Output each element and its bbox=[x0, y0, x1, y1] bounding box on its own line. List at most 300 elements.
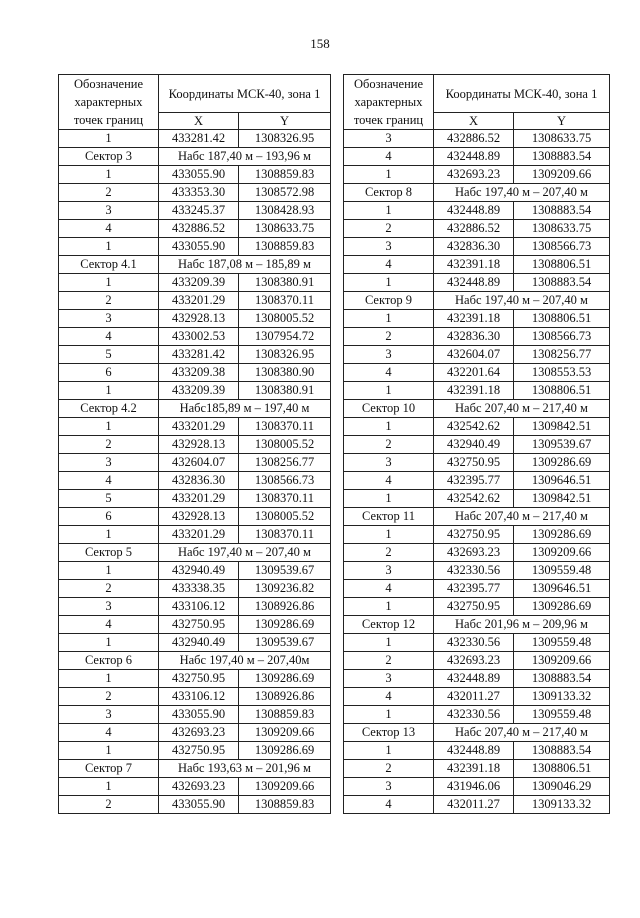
x-coordinate: 431946.06 bbox=[434, 778, 514, 796]
y-coordinate: 1309842.51 bbox=[514, 418, 610, 436]
y-coordinate: 1309046.29 bbox=[514, 778, 610, 796]
y-coordinate: 1308553.53 bbox=[514, 364, 610, 382]
sector-name: Сектор 6 bbox=[59, 652, 159, 670]
x-coordinate: 432693.23 bbox=[434, 544, 514, 562]
point-number: 2 bbox=[344, 760, 434, 778]
x-coordinate: 433353.30 bbox=[159, 184, 239, 202]
x-coordinate: 433055.90 bbox=[159, 706, 239, 724]
x-coordinate: 432836.30 bbox=[159, 472, 239, 490]
point-number: 1 bbox=[59, 382, 159, 400]
y-coordinate: 1308633.75 bbox=[514, 220, 610, 238]
sector-name: Сектор 9 bbox=[344, 292, 434, 310]
x-coordinate: 432836.30 bbox=[434, 328, 514, 346]
y-coordinate: 1309133.32 bbox=[514, 796, 610, 814]
sector-height-range: Набс 197,40 м – 207,40 м bbox=[434, 292, 610, 310]
sector-height-range: Набс 187,40 м – 193,96 м bbox=[159, 148, 331, 166]
point-row bbox=[59, 616, 331, 634]
point-number: 1 bbox=[344, 418, 434, 436]
x-coordinate: 432391.18 bbox=[434, 760, 514, 778]
x-coordinate: 432604.07 bbox=[159, 454, 239, 472]
point-number: 3 bbox=[59, 598, 159, 616]
x-coordinate: 432448.89 bbox=[434, 148, 514, 166]
point-row bbox=[344, 490, 610, 508]
sector-row bbox=[344, 508, 610, 526]
x-coordinate: 432750.95 bbox=[434, 454, 514, 472]
point-number: 2 bbox=[59, 796, 159, 814]
x-coordinate: 432448.89 bbox=[434, 670, 514, 688]
y-coordinate: 1308256.77 bbox=[514, 346, 610, 364]
x-coordinate: 433338.35 bbox=[159, 580, 239, 598]
y-coordinate: 1308380.91 bbox=[239, 382, 331, 400]
y-coordinate: 1308428.93 bbox=[239, 202, 331, 220]
x-coordinate: 432750.95 bbox=[159, 670, 239, 688]
y-header: Y bbox=[239, 113, 331, 130]
sector-height-range: Набс 197,40 м – 207,40м bbox=[159, 652, 331, 670]
sector-name: Сектор 11 bbox=[344, 508, 434, 526]
x-coordinate: 432940.49 bbox=[434, 436, 514, 454]
x-coordinate: 432750.95 bbox=[159, 616, 239, 634]
point-row bbox=[59, 490, 331, 508]
point-row bbox=[59, 436, 331, 454]
point-number: 2 bbox=[344, 652, 434, 670]
point-number: 1 bbox=[59, 634, 159, 652]
point-row bbox=[59, 724, 331, 742]
coordinates-header: Координаты МСК-40, зона 1 bbox=[434, 75, 610, 113]
point-number: 5 bbox=[59, 490, 159, 508]
point-row bbox=[344, 346, 610, 364]
point-number: 1 bbox=[344, 706, 434, 724]
point-row bbox=[344, 166, 610, 184]
y-coordinate: 1307954.72 bbox=[239, 328, 331, 346]
y-coordinate: 1308370.11 bbox=[239, 526, 331, 544]
y-coordinate: 1309539.67 bbox=[239, 634, 331, 652]
x-coordinate: 432330.56 bbox=[434, 634, 514, 652]
point-row bbox=[344, 256, 610, 274]
point-row bbox=[59, 166, 331, 184]
point-row bbox=[59, 778, 331, 796]
point-number: 1 bbox=[344, 310, 434, 328]
point-row bbox=[344, 454, 610, 472]
point-row bbox=[344, 544, 610, 562]
sector-name: Сектор 13 bbox=[344, 724, 434, 742]
sector-height-range: Набс185,89 м – 197,40 м bbox=[159, 400, 331, 418]
x-coordinate: 432693.23 bbox=[159, 778, 239, 796]
x-coordinate: 432330.56 bbox=[434, 562, 514, 580]
point-row bbox=[59, 238, 331, 256]
x-coordinate: 432448.89 bbox=[434, 274, 514, 292]
y-coordinate: 1308380.90 bbox=[239, 364, 331, 382]
x-coordinate: 433201.29 bbox=[159, 490, 239, 508]
sector-row bbox=[59, 400, 331, 418]
y-coordinate: 1309842.51 bbox=[514, 490, 610, 508]
point-number: 2 bbox=[344, 544, 434, 562]
x-coordinate: 432928.13 bbox=[159, 436, 239, 454]
point-row bbox=[59, 130, 331, 148]
point-row bbox=[344, 760, 610, 778]
y-coordinate: 1308566.73 bbox=[514, 328, 610, 346]
point-number: 4 bbox=[344, 364, 434, 382]
sector-height-range: Набс 207,40 м – 217,40 м bbox=[434, 724, 610, 742]
sector-name: Сектор 4.1 bbox=[59, 256, 159, 274]
x-coordinate: 432940.49 bbox=[159, 562, 239, 580]
point-row bbox=[59, 346, 331, 364]
y-coordinate: 1309286.69 bbox=[514, 454, 610, 472]
point-row bbox=[59, 454, 331, 472]
sector-height-range: Набс 197,40 м – 207,40 м bbox=[434, 184, 610, 202]
y-coordinate: 1308005.52 bbox=[239, 436, 331, 454]
x-coordinate: 432886.52 bbox=[434, 130, 514, 148]
y-coordinate: 1308256.77 bbox=[239, 454, 331, 472]
point-row bbox=[59, 796, 331, 814]
point-row bbox=[344, 742, 610, 760]
point-number: 4 bbox=[59, 724, 159, 742]
point-number: 4 bbox=[344, 688, 434, 706]
point-number: 1 bbox=[344, 526, 434, 544]
point-number: 3 bbox=[344, 238, 434, 256]
x-coordinate: 432395.77 bbox=[434, 580, 514, 598]
point-number: 3 bbox=[59, 202, 159, 220]
x-coordinate: 432391.18 bbox=[434, 256, 514, 274]
point-row bbox=[59, 202, 331, 220]
y-coordinate: 1308633.75 bbox=[514, 130, 610, 148]
sector-name: Сектор 3 bbox=[59, 148, 159, 166]
x-coordinate: 432542.62 bbox=[434, 490, 514, 508]
point-row bbox=[59, 382, 331, 400]
y-coordinate: 1309559.48 bbox=[514, 562, 610, 580]
point-row bbox=[59, 634, 331, 652]
x-coordinate: 432928.13 bbox=[159, 310, 239, 328]
designation-header: Обозначение характерных точек границ bbox=[344, 75, 434, 130]
sector-row bbox=[344, 724, 610, 742]
point-number: 4 bbox=[59, 616, 159, 634]
y-coordinate: 1309209.66 bbox=[514, 166, 610, 184]
x-coordinate: 433201.29 bbox=[159, 526, 239, 544]
point-number: 1 bbox=[59, 274, 159, 292]
point-number: 2 bbox=[59, 184, 159, 202]
x-coordinate: 432448.89 bbox=[434, 202, 514, 220]
point-number: 1 bbox=[344, 634, 434, 652]
y-coordinate: 1309559.48 bbox=[514, 634, 610, 652]
y-coordinate: 1308806.51 bbox=[514, 760, 610, 778]
sector-row bbox=[59, 256, 331, 274]
point-row bbox=[59, 364, 331, 382]
point-row bbox=[344, 310, 610, 328]
y-coordinate: 1309209.66 bbox=[514, 652, 610, 670]
point-row bbox=[344, 202, 610, 220]
point-number: 4 bbox=[59, 328, 159, 346]
x-coordinate: 432542.62 bbox=[434, 418, 514, 436]
coordinates-table-right bbox=[343, 74, 610, 814]
point-number: 4 bbox=[344, 580, 434, 598]
point-row bbox=[59, 418, 331, 436]
point-row bbox=[59, 274, 331, 292]
table-body bbox=[344, 75, 610, 814]
y-coordinate: 1308380.91 bbox=[239, 274, 331, 292]
y-coordinate: 1308926.86 bbox=[239, 688, 331, 706]
y-coordinate: 1308326.95 bbox=[239, 346, 331, 364]
x-coordinate: 432011.27 bbox=[434, 688, 514, 706]
point-row bbox=[59, 220, 331, 238]
y-coordinate: 1309133.32 bbox=[514, 688, 610, 706]
point-number: 1 bbox=[59, 418, 159, 436]
point-number: 4 bbox=[344, 148, 434, 166]
y-coordinate: 1308806.51 bbox=[514, 310, 610, 328]
y-coordinate: 1309286.69 bbox=[239, 742, 331, 760]
point-row bbox=[59, 688, 331, 706]
point-number: 5 bbox=[59, 346, 159, 364]
y-coordinate: 1309646.51 bbox=[514, 580, 610, 598]
point-number: 3 bbox=[344, 670, 434, 688]
y-coordinate: 1308572.98 bbox=[239, 184, 331, 202]
point-number: 1 bbox=[59, 742, 159, 760]
y-coordinate: 1308566.73 bbox=[239, 472, 331, 490]
x-coordinate: 432330.56 bbox=[434, 706, 514, 724]
point-row bbox=[59, 184, 331, 202]
point-row bbox=[59, 328, 331, 346]
point-number: 1 bbox=[59, 130, 159, 148]
x-coordinate: 433201.29 bbox=[159, 418, 239, 436]
point-number: 2 bbox=[59, 580, 159, 598]
x-coordinate: 433055.90 bbox=[159, 238, 239, 256]
point-number: 2 bbox=[344, 220, 434, 238]
point-row bbox=[344, 706, 610, 724]
y-coordinate: 1308883.54 bbox=[514, 670, 610, 688]
point-number: 1 bbox=[59, 166, 159, 184]
point-row bbox=[59, 670, 331, 688]
point-number: 1 bbox=[344, 202, 434, 220]
point-row bbox=[344, 670, 610, 688]
point-number: 1 bbox=[344, 490, 434, 508]
x-coordinate: 433209.39 bbox=[159, 382, 239, 400]
y-coordinate: 1309209.66 bbox=[239, 724, 331, 742]
x-coordinate: 433281.42 bbox=[159, 346, 239, 364]
point-number: 4 bbox=[344, 472, 434, 490]
table-body bbox=[59, 75, 331, 814]
x-coordinate: 433281.42 bbox=[159, 130, 239, 148]
coordinates-table-left bbox=[58, 74, 331, 814]
y-header: Y bbox=[514, 113, 610, 130]
x-coordinate: 432391.18 bbox=[434, 310, 514, 328]
point-row bbox=[344, 598, 610, 616]
x-header: X bbox=[159, 113, 239, 130]
y-coordinate: 1308883.54 bbox=[514, 742, 610, 760]
point-row bbox=[344, 130, 610, 148]
point-number: 1 bbox=[59, 562, 159, 580]
x-coordinate: 433209.38 bbox=[159, 364, 239, 382]
point-number: 3 bbox=[344, 454, 434, 472]
point-row bbox=[344, 238, 610, 256]
point-number: 2 bbox=[59, 292, 159, 310]
x-coordinate: 432693.23 bbox=[434, 652, 514, 670]
sector-row bbox=[59, 760, 331, 778]
x-coordinate: 432604.07 bbox=[434, 346, 514, 364]
point-row bbox=[344, 526, 610, 544]
y-coordinate: 1309286.69 bbox=[514, 526, 610, 544]
point-number: 3 bbox=[344, 130, 434, 148]
x-coordinate: 433209.39 bbox=[159, 274, 239, 292]
point-number: 2 bbox=[344, 328, 434, 346]
y-coordinate: 1308326.95 bbox=[239, 130, 331, 148]
x-coordinate: 433002.53 bbox=[159, 328, 239, 346]
point-number: 3 bbox=[59, 454, 159, 472]
x-coordinate: 432940.49 bbox=[159, 634, 239, 652]
point-row bbox=[59, 292, 331, 310]
point-row bbox=[344, 562, 610, 580]
sector-row bbox=[59, 148, 331, 166]
sector-name: Сектор 4.2 bbox=[59, 400, 159, 418]
point-number: 3 bbox=[344, 346, 434, 364]
point-number: 2 bbox=[59, 436, 159, 454]
y-coordinate: 1309286.69 bbox=[239, 670, 331, 688]
point-row bbox=[344, 778, 610, 796]
header-row bbox=[59, 75, 331, 113]
sector-name: Сектор 5 bbox=[59, 544, 159, 562]
x-coordinate: 433201.29 bbox=[159, 292, 239, 310]
y-coordinate: 1309539.67 bbox=[239, 562, 331, 580]
point-number: 1 bbox=[344, 598, 434, 616]
point-number: 3 bbox=[59, 706, 159, 724]
point-number: 1 bbox=[344, 742, 434, 760]
point-row bbox=[59, 742, 331, 760]
point-row bbox=[344, 220, 610, 238]
sector-name: Сектор 10 bbox=[344, 400, 434, 418]
y-coordinate: 1308883.54 bbox=[514, 202, 610, 220]
x-coordinate: 432886.52 bbox=[434, 220, 514, 238]
point-row bbox=[59, 598, 331, 616]
x-coordinate: 433055.90 bbox=[159, 166, 239, 184]
coordinates-header: Координаты МСК-40, зона 1 bbox=[159, 75, 331, 113]
x-coordinate: 432886.52 bbox=[159, 220, 239, 238]
y-coordinate: 1308859.83 bbox=[239, 796, 331, 814]
x-coordinate: 432201.64 bbox=[434, 364, 514, 382]
y-coordinate: 1308806.51 bbox=[514, 382, 610, 400]
y-coordinate: 1309539.67 bbox=[514, 436, 610, 454]
point-number: 1 bbox=[59, 778, 159, 796]
sector-height-range: Набс 193,63 м – 201,96 м bbox=[159, 760, 331, 778]
y-coordinate: 1308883.54 bbox=[514, 274, 610, 292]
sector-row bbox=[344, 184, 610, 202]
point-row bbox=[344, 634, 610, 652]
point-row bbox=[344, 688, 610, 706]
point-row bbox=[344, 436, 610, 454]
sector-name: Сектор 12 bbox=[344, 616, 434, 634]
point-row bbox=[59, 580, 331, 598]
x-coordinate: 432693.23 bbox=[434, 166, 514, 184]
point-row bbox=[344, 472, 610, 490]
sector-row bbox=[59, 652, 331, 670]
point-number: 1 bbox=[344, 274, 434, 292]
y-coordinate: 1308859.83 bbox=[239, 706, 331, 724]
y-coordinate: 1309286.69 bbox=[514, 598, 610, 616]
y-coordinate: 1308005.52 bbox=[239, 508, 331, 526]
point-number: 4 bbox=[344, 256, 434, 274]
x-coordinate: 433106.12 bbox=[159, 598, 239, 616]
y-coordinate: 1309209.66 bbox=[239, 778, 331, 796]
y-coordinate: 1309646.51 bbox=[514, 472, 610, 490]
x-coordinate: 433245.37 bbox=[159, 202, 239, 220]
x-coordinate: 432836.30 bbox=[434, 238, 514, 256]
point-row bbox=[344, 382, 610, 400]
sector-name: Сектор 7 bbox=[59, 760, 159, 778]
x-coordinate: 432391.18 bbox=[434, 382, 514, 400]
y-coordinate: 1308926.86 bbox=[239, 598, 331, 616]
x-coordinate: 432750.95 bbox=[434, 598, 514, 616]
point-number: 3 bbox=[344, 562, 434, 580]
point-number: 4 bbox=[59, 220, 159, 238]
point-row bbox=[344, 274, 610, 292]
page-number: 158 bbox=[310, 36, 330, 51]
x-coordinate: 432750.95 bbox=[159, 742, 239, 760]
sector-row bbox=[344, 400, 610, 418]
sector-row bbox=[59, 544, 331, 562]
point-number: 1 bbox=[344, 382, 434, 400]
y-coordinate: 1309209.66 bbox=[514, 544, 610, 562]
point-number: 1 bbox=[344, 166, 434, 184]
point-row bbox=[59, 562, 331, 580]
y-coordinate: 1308859.83 bbox=[239, 166, 331, 184]
sector-height-range: Набс 207,40 м – 217,40 м bbox=[434, 508, 610, 526]
point-number: 2 bbox=[344, 436, 434, 454]
y-coordinate: 1309286.69 bbox=[239, 616, 331, 634]
point-number: 4 bbox=[344, 796, 434, 814]
y-coordinate: 1308633.75 bbox=[239, 220, 331, 238]
point-row bbox=[59, 706, 331, 724]
point-row bbox=[344, 328, 610, 346]
x-header: X bbox=[434, 113, 514, 130]
point-row bbox=[59, 310, 331, 328]
point-number: 3 bbox=[59, 310, 159, 328]
y-coordinate: 1308005.52 bbox=[239, 310, 331, 328]
sector-name: Сектор 8 bbox=[344, 184, 434, 202]
point-row bbox=[344, 364, 610, 382]
y-coordinate: 1308859.83 bbox=[239, 238, 331, 256]
x-coordinate: 432750.95 bbox=[434, 526, 514, 544]
sector-row bbox=[344, 616, 610, 634]
point-row bbox=[59, 508, 331, 526]
x-coordinate: 432395.77 bbox=[434, 472, 514, 490]
sector-height-range: Набс 197,40 м – 207,40 м bbox=[159, 544, 331, 562]
y-coordinate: 1308883.54 bbox=[514, 148, 610, 166]
y-coordinate: 1309236.82 bbox=[239, 580, 331, 598]
point-number: 1 bbox=[59, 238, 159, 256]
y-coordinate: 1309559.48 bbox=[514, 706, 610, 724]
y-coordinate: 1308566.73 bbox=[514, 238, 610, 256]
y-coordinate: 1308370.11 bbox=[239, 418, 331, 436]
sector-height-range: Набс 201,96 м – 209,96 м bbox=[434, 616, 610, 634]
x-coordinate: 432011.27 bbox=[434, 796, 514, 814]
sector-height-range: Набс 207,40 м – 217,40 м bbox=[434, 400, 610, 418]
sector-height-range: Набс 187,08 м – 185,89 м bbox=[159, 256, 331, 274]
y-coordinate: 1308806.51 bbox=[514, 256, 610, 274]
x-coordinate: 433055.90 bbox=[159, 796, 239, 814]
x-coordinate: 432693.23 bbox=[159, 724, 239, 742]
point-row bbox=[344, 580, 610, 598]
point-row bbox=[344, 796, 610, 814]
point-number: 1 bbox=[59, 670, 159, 688]
point-row bbox=[344, 148, 610, 166]
y-coordinate: 1308370.11 bbox=[239, 490, 331, 508]
point-number: 6 bbox=[59, 508, 159, 526]
point-number: 6 bbox=[59, 364, 159, 382]
point-number: 2 bbox=[59, 688, 159, 706]
x-coordinate: 433106.12 bbox=[159, 688, 239, 706]
point-row bbox=[344, 418, 610, 436]
point-number: 1 bbox=[59, 526, 159, 544]
x-coordinate: 432928.13 bbox=[159, 508, 239, 526]
point-row bbox=[59, 472, 331, 490]
point-number: 3 bbox=[344, 778, 434, 796]
point-row bbox=[344, 652, 610, 670]
